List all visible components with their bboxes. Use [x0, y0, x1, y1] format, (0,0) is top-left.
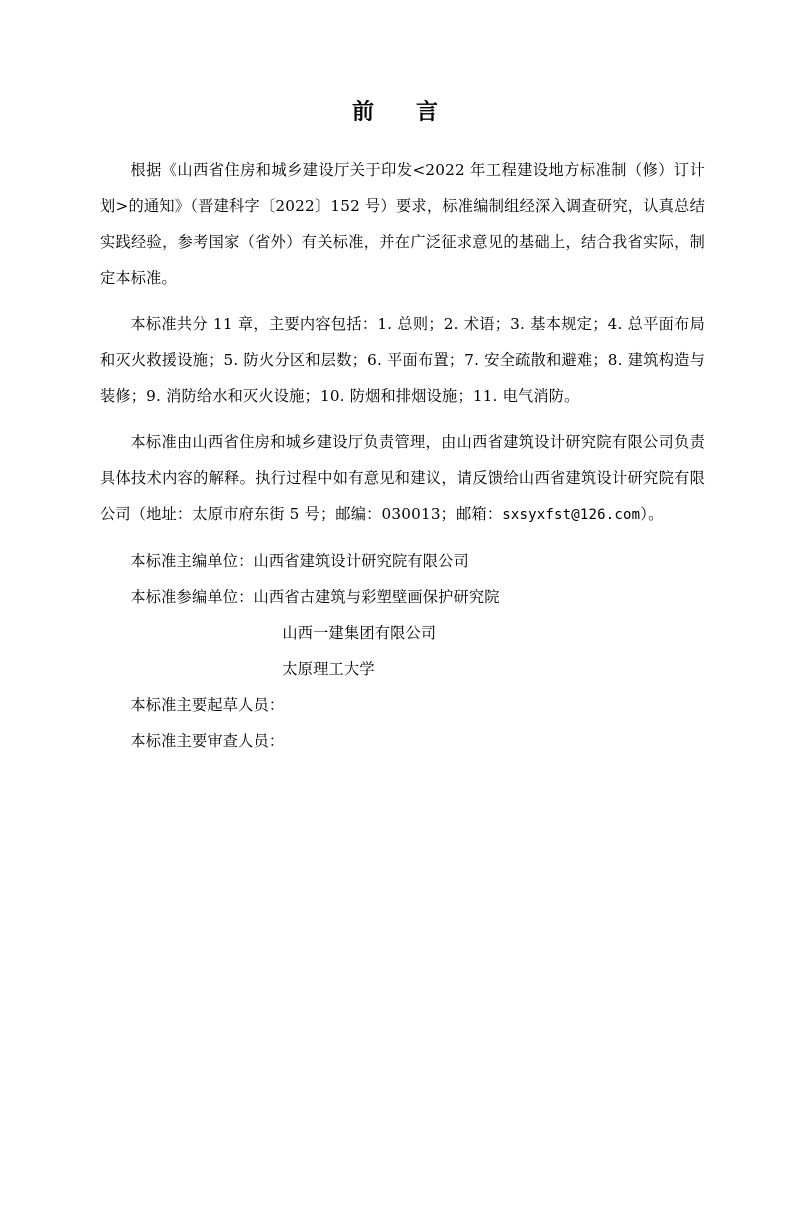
page-title: 前 言 [351, 100, 448, 125]
credit-line-co-editor-3: 太原理工大学 [282, 660, 375, 678]
paragraph-3-text-before-email: 本标准由山西省住房和城乡建设厅负责管理，由山西省建筑设计研究院有限公司负责具体技术内容的解释。执行过程中如有意见和建议，请反馈给山西省建筑设计研究院有限公司（地址：太原市府东街 5 号；邮编：030013；邮箱： [100, 433, 705, 523]
paragraph-2: 本标准共分 11 章，主要内容包括：1. 总则；2. 术语；3. 基本规定；4. 总平面布局和灭火救援设施；5. 防火分区和层数；6. 平面布置；7. 安全疏散和避难；8. 建筑构造与装修；9. 消防给水和灭火设施；10. 防烟和排烟设施；11. 电气消防。 [100, 315, 705, 405]
contact-email: sxsyxfst@126.com [502, 507, 641, 523]
document-page [0, 95, 800, 1227]
credit-line-co-editor-2: 山西一建集团有限公司 [282, 624, 437, 642]
paragraph-1: 根据《山西省住房和城乡建设厅关于印发<2022 年工程建设地方标准制（修）订计划>的通知》（晋建科字〔2022〕152 号）要求，标准编制组经深入调查研究，认真总结实践经验，参考国家（省外）有关标准，并在广泛征求意见的基础上，结合我省实际，制定本标准。 [100, 161, 705, 287]
paragraph-3 [100, 424, 705, 533]
credit-line-chief-editor: 本标准主编单位：山西省建筑设计研究院有限公司 [130, 552, 469, 570]
credit-line-main-drafters: 本标准主要起草人员： [130, 696, 285, 714]
credit-line-co-editor: 本标准参编单位：山西省古建筑与彩塑壁画保护研究院 [130, 588, 500, 606]
credit-line-main-reviewers: 本标准主要审查人员： [130, 732, 285, 750]
document-body [0, 152, 800, 759]
paragraph-3-text-after-email: ）。 [640, 505, 664, 523]
